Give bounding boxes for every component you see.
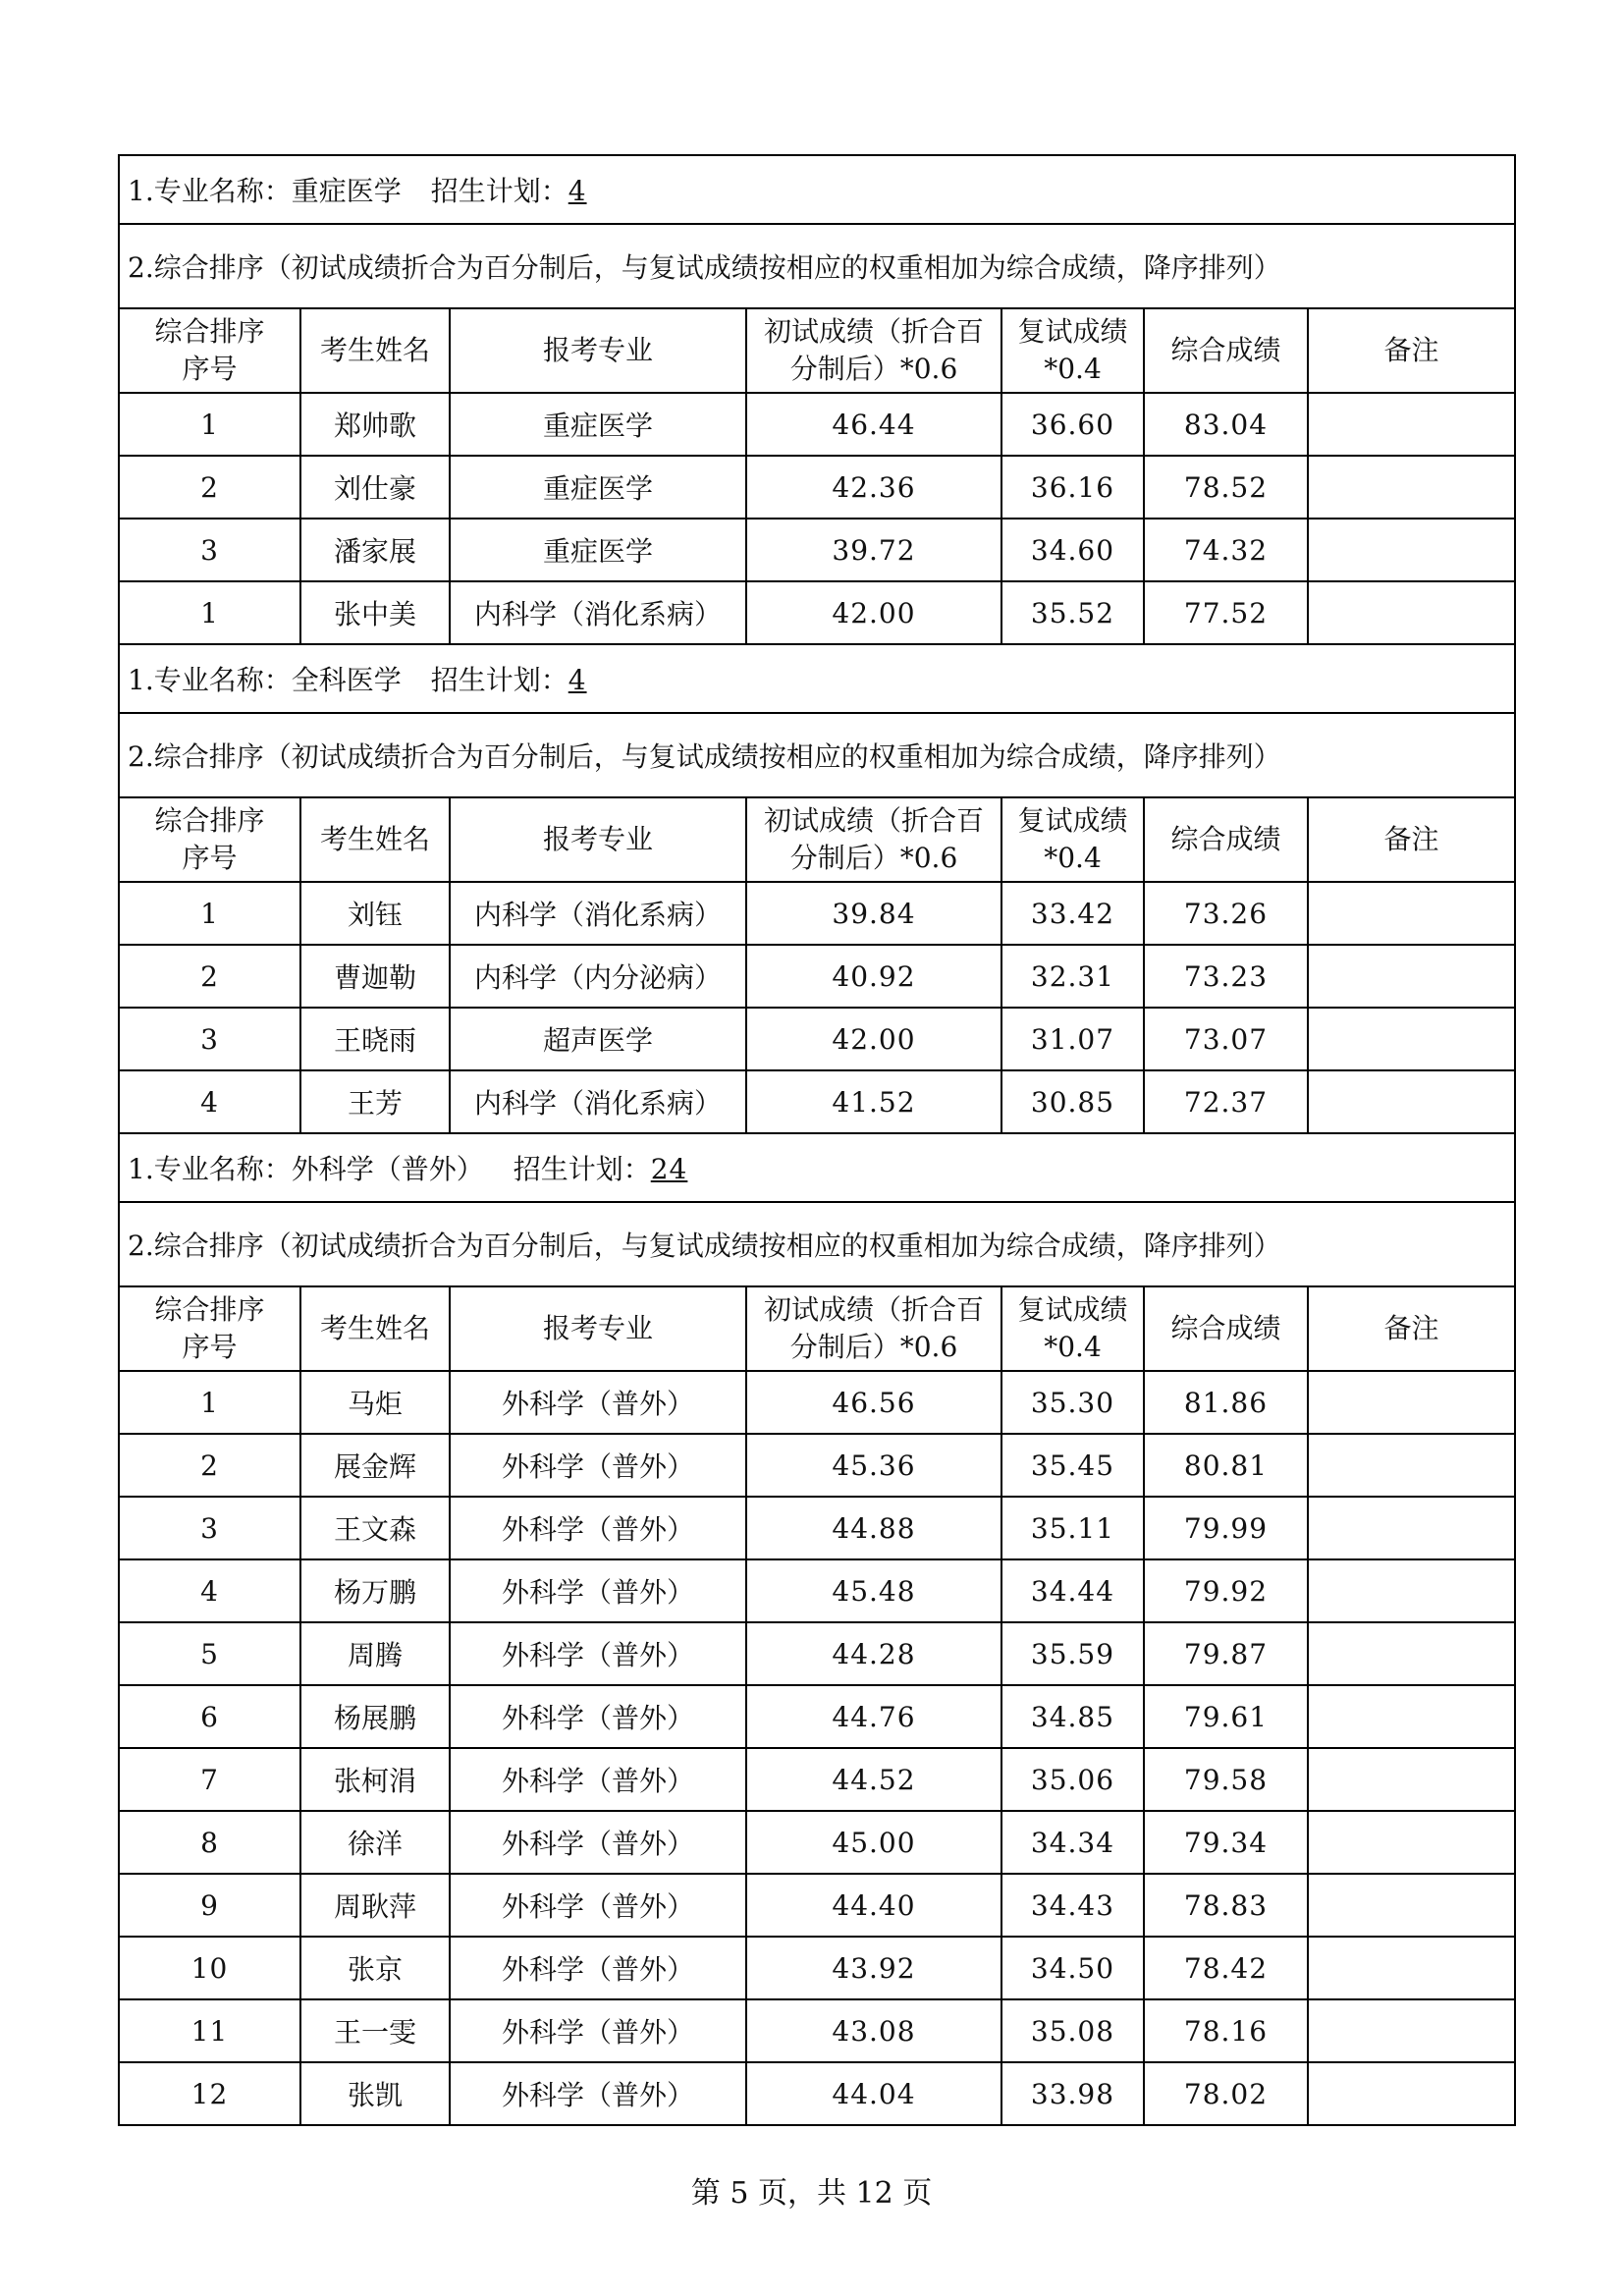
initial-score-cell: 42.00 xyxy=(746,581,1001,644)
remark-cell xyxy=(1308,1937,1515,1999)
rank-cell: 3 xyxy=(119,519,300,581)
remark-cell xyxy=(1308,1874,1515,1937)
name-cell: 曹迦勒 xyxy=(300,945,450,1008)
table-row xyxy=(119,1622,1515,1685)
major-cell: 外科学（普外） xyxy=(450,1434,746,1497)
rank-cell: 11 xyxy=(119,1999,300,2062)
header-text: 综合成绩 xyxy=(1170,334,1281,366)
initial-score-cell: 39.72 xyxy=(746,519,1001,581)
remark-cell xyxy=(1308,1008,1515,1070)
name-cell: 周耿萍 xyxy=(300,1874,450,1937)
rank-cell: 8 xyxy=(119,1811,300,1874)
plan-value: 4 xyxy=(568,175,587,207)
rank-cell: 3 xyxy=(119,1497,300,1559)
initial-score-cell: 45.00 xyxy=(746,1811,1001,1874)
header-text: 序号 xyxy=(182,1331,238,1363)
plan-label: 招生计划： xyxy=(513,1153,651,1185)
header-text: 分制后）*0.6 xyxy=(789,842,958,874)
header-text: 初试成绩（折合百 xyxy=(763,1293,984,1326)
header-text: 综合排序 xyxy=(154,1293,265,1326)
initial-score-cell: 45.36 xyxy=(746,1434,1001,1497)
total-score-cell: 74.32 xyxy=(1144,519,1308,581)
retest-score-cell: 33.98 xyxy=(1001,2062,1144,2125)
name-cell: 杨万鹏 xyxy=(300,1559,450,1622)
header-text: *0.4 xyxy=(1044,842,1102,874)
major-cell: 外科学（普外） xyxy=(450,1685,746,1748)
major-cell: 外科学（普外） xyxy=(450,1999,746,2062)
retest-score-cell: 33.42 xyxy=(1001,882,1144,945)
header-text: 备注 xyxy=(1383,334,1439,366)
header-text: 考生姓名 xyxy=(319,334,430,366)
table-row xyxy=(119,945,1515,1008)
retest-score-cell: 36.16 xyxy=(1001,456,1144,519)
rank-cell: 1 xyxy=(119,882,300,945)
retest-score-cell: 31.07 xyxy=(1001,1008,1144,1070)
header-remark-cell xyxy=(1308,1286,1515,1371)
admission-ranking-table xyxy=(118,154,1516,2126)
rank-cell: 3 xyxy=(119,1008,300,1070)
table-row xyxy=(119,1811,1515,1874)
total-score-cell: 79.92 xyxy=(1144,1559,1308,1622)
remark-cell xyxy=(1308,1811,1515,1874)
remark-cell xyxy=(1308,2062,1515,2125)
major-cell: 内科学（消化系病） xyxy=(450,1070,746,1133)
major-cell: 外科学（普外） xyxy=(450,1748,746,1811)
remark-cell xyxy=(1308,1434,1515,1497)
rank-cell: 7 xyxy=(119,1748,300,1811)
retest-score-cell: 35.08 xyxy=(1001,1999,1144,2062)
header-rank-cell xyxy=(119,1286,300,1371)
remark-cell xyxy=(1308,1497,1515,1559)
total-score-cell: 79.34 xyxy=(1144,1811,1308,1874)
header-text: *0.4 xyxy=(1044,1331,1102,1363)
total-score-cell: 80.81 xyxy=(1144,1434,1308,1497)
table-row xyxy=(119,882,1515,945)
remark-cell xyxy=(1308,1070,1515,1133)
total-score-cell: 73.07 xyxy=(1144,1008,1308,1070)
header-total-score-cell xyxy=(1144,1286,1308,1371)
major-cell: 外科学（普外） xyxy=(450,1811,746,1874)
name-cell: 张柯涓 xyxy=(300,1748,450,1811)
retest-score-cell: 32.31 xyxy=(1001,945,1144,1008)
remark-cell xyxy=(1308,882,1515,945)
section-ranking-row xyxy=(119,713,1515,797)
remark-cell xyxy=(1308,1559,1515,1622)
header-text: 初试成绩（折合百 xyxy=(763,804,984,837)
header-text: 分制后）*0.6 xyxy=(789,353,958,385)
total-score-cell: 79.99 xyxy=(1144,1497,1308,1559)
total-score-cell: 79.58 xyxy=(1144,1748,1308,1811)
major-cell: 重症医学 xyxy=(450,456,746,519)
major-cell: 外科学（普外） xyxy=(450,1559,746,1622)
name-cell: 张京 xyxy=(300,1937,450,1999)
table-row xyxy=(119,1559,1515,1622)
header-remark-cell xyxy=(1308,308,1515,393)
plan-label: 招生计划： xyxy=(430,664,568,696)
initial-score-cell: 41.52 xyxy=(746,1070,1001,1133)
initial-score-cell: 44.52 xyxy=(746,1748,1001,1811)
header-major-cell xyxy=(450,308,746,393)
retest-score-cell: 34.85 xyxy=(1001,1685,1144,1748)
table-row xyxy=(119,1748,1515,1811)
table-header-row xyxy=(119,1286,1515,1371)
retest-score-cell: 30.85 xyxy=(1001,1070,1144,1133)
major-name: 1.专业名称：外科学（普外） xyxy=(128,1153,484,1185)
name-cell: 王文森 xyxy=(300,1497,450,1559)
remark-cell xyxy=(1308,393,1515,456)
table-row xyxy=(119,519,1515,581)
retest-score-cell: 35.59 xyxy=(1001,1622,1144,1685)
header-text: 综合成绩 xyxy=(1170,1312,1281,1344)
remark-cell xyxy=(1308,1748,1515,1811)
initial-score-cell: 44.28 xyxy=(746,1622,1001,1685)
total-score-cell: 79.61 xyxy=(1144,1685,1308,1748)
rank-cell: 1 xyxy=(119,581,300,644)
major-cell: 重症医学 xyxy=(450,393,746,456)
rank-cell: 2 xyxy=(119,1434,300,1497)
rank-cell: 12 xyxy=(119,2062,300,2125)
ranking-note: 2.综合排序（初试成绩折合为百分制后，与复试成绩按相应的权重相加为综合成绩，降序排列） xyxy=(119,1202,1515,1286)
name-cell: 潘家展 xyxy=(300,519,450,581)
header-text: 综合成绩 xyxy=(1170,823,1281,855)
initial-score-cell: 46.56 xyxy=(746,1371,1001,1434)
plan-value: 4 xyxy=(568,664,587,696)
retest-score-cell: 35.30 xyxy=(1001,1371,1144,1434)
page-footer: 第 5 页，共 12 页 xyxy=(690,2176,933,2211)
plan-value: 24 xyxy=(650,1153,688,1185)
table-row xyxy=(119,393,1515,456)
initial-score-cell: 40.92 xyxy=(746,945,1001,1008)
table-row xyxy=(119,1070,1515,1133)
rank-cell: 4 xyxy=(119,1070,300,1133)
header-retest-score-cell xyxy=(1001,308,1144,393)
initial-score-cell: 44.04 xyxy=(746,2062,1001,2125)
section-major-row xyxy=(119,644,1515,713)
header-text: 初试成绩（折合百 xyxy=(763,315,984,348)
initial-score-cell: 44.40 xyxy=(746,1874,1001,1937)
table-row xyxy=(119,2062,1515,2125)
total-score-cell: 81.86 xyxy=(1144,1371,1308,1434)
name-cell: 王芳 xyxy=(300,1070,450,1133)
name-cell: 王晓雨 xyxy=(300,1008,450,1070)
rank-cell: 1 xyxy=(119,393,300,456)
name-cell: 展金辉 xyxy=(300,1434,450,1497)
section-ranking-row xyxy=(119,1202,1515,1286)
name-cell: 张中美 xyxy=(300,581,450,644)
header-total-score-cell xyxy=(1144,308,1308,393)
total-score-cell: 78.16 xyxy=(1144,1999,1308,2062)
header-rank-cell xyxy=(119,797,300,882)
major-cell: 外科学（普外） xyxy=(450,1874,746,1937)
major-cell: 外科学（普外） xyxy=(450,1497,746,1559)
major-cell: 外科学（普外） xyxy=(450,1371,746,1434)
retest-score-cell: 35.45 xyxy=(1001,1434,1144,1497)
initial-score-cell: 46.44 xyxy=(746,393,1001,456)
header-name-cell xyxy=(300,797,450,882)
total-score-cell: 78.83 xyxy=(1144,1874,1308,1937)
header-text: 综合排序 xyxy=(154,315,265,348)
header-rank-cell xyxy=(119,308,300,393)
table-header-row xyxy=(119,797,1515,882)
header-text: *0.4 xyxy=(1044,353,1102,385)
header-major-cell xyxy=(450,1286,746,1371)
initial-score-cell: 44.76 xyxy=(746,1685,1001,1748)
header-text: 报考专业 xyxy=(542,1312,653,1344)
total-score-cell: 83.04 xyxy=(1144,393,1308,456)
rank-cell: 1 xyxy=(119,1371,300,1434)
header-name-cell xyxy=(300,308,450,393)
major-cell: 内科学（消化系病） xyxy=(450,581,746,644)
remark-cell xyxy=(1308,519,1515,581)
major-cell: 外科学（普外） xyxy=(450,1622,746,1685)
retest-score-cell: 34.44 xyxy=(1001,1559,1144,1622)
retest-score-cell: 34.34 xyxy=(1001,1811,1144,1874)
rank-cell: 2 xyxy=(119,456,300,519)
table-row xyxy=(119,581,1515,644)
table-row xyxy=(119,1685,1515,1748)
initial-score-cell: 39.84 xyxy=(746,882,1001,945)
retest-score-cell: 35.52 xyxy=(1001,581,1144,644)
section-major-cell xyxy=(119,644,1515,713)
initial-score-cell: 42.36 xyxy=(746,456,1001,519)
header-text: 分制后）*0.6 xyxy=(789,1331,958,1363)
name-cell: 郑帅歌 xyxy=(300,393,450,456)
header-text: 考生姓名 xyxy=(319,1312,430,1344)
header-retest-score-cell xyxy=(1001,1286,1144,1371)
remark-cell xyxy=(1308,945,1515,1008)
table-row xyxy=(119,456,1515,519)
rank-cell: 6 xyxy=(119,1685,300,1748)
remark-cell xyxy=(1308,581,1515,644)
name-cell: 刘钰 xyxy=(300,882,450,945)
retest-score-cell: 34.50 xyxy=(1001,1937,1144,1999)
total-score-cell: 79.87 xyxy=(1144,1622,1308,1685)
major-cell: 超声医学 xyxy=(450,1008,746,1070)
retest-score-cell: 35.06 xyxy=(1001,1748,1144,1811)
table-row xyxy=(119,1434,1515,1497)
rank-cell: 2 xyxy=(119,945,300,1008)
header-text: 复试成绩 xyxy=(1017,315,1128,348)
remark-cell xyxy=(1308,1999,1515,2062)
name-cell: 周腾 xyxy=(300,1622,450,1685)
table-row xyxy=(119,1937,1515,1999)
section-major-row xyxy=(119,155,1515,224)
initial-score-cell: 45.48 xyxy=(746,1559,1001,1622)
header-text: 序号 xyxy=(182,353,238,385)
name-cell: 张凯 xyxy=(300,2062,450,2125)
total-score-cell: 78.52 xyxy=(1144,456,1308,519)
header-text: 复试成绩 xyxy=(1017,804,1128,837)
section-major-row xyxy=(119,1133,1515,1202)
ranking-note: 2.综合排序（初试成绩折合为百分制后，与复试成绩按相应的权重相加为综合成绩，降序排列） xyxy=(119,224,1515,308)
section-major-cell xyxy=(119,1133,1515,1202)
header-name-cell xyxy=(300,1286,450,1371)
major-cell: 内科学（内分泌病） xyxy=(450,945,746,1008)
header-text: 备注 xyxy=(1383,823,1439,855)
retest-score-cell: 35.11 xyxy=(1001,1497,1144,1559)
header-total-score-cell xyxy=(1144,797,1308,882)
retest-score-cell: 36.60 xyxy=(1001,393,1144,456)
table-row xyxy=(119,1874,1515,1937)
header-initial-score-cell xyxy=(746,797,1001,882)
major-name: 1.专业名称：重症医学 xyxy=(128,175,402,207)
plan-label: 招生计划： xyxy=(430,175,568,207)
header-text: 序号 xyxy=(182,842,238,874)
header-remark-cell xyxy=(1308,797,1515,882)
initial-score-cell: 43.92 xyxy=(746,1937,1001,1999)
rank-cell: 5 xyxy=(119,1622,300,1685)
header-retest-score-cell xyxy=(1001,797,1144,882)
section-major-cell xyxy=(119,155,1515,224)
total-score-cell: 78.02 xyxy=(1144,2062,1308,2125)
header-text: 考生姓名 xyxy=(319,823,430,855)
total-score-cell: 77.52 xyxy=(1144,581,1308,644)
name-cell: 王一雯 xyxy=(300,1999,450,2062)
retest-score-cell: 34.43 xyxy=(1001,1874,1144,1937)
major-cell: 重症医学 xyxy=(450,519,746,581)
initial-score-cell: 42.00 xyxy=(746,1008,1001,1070)
rank-cell: 9 xyxy=(119,1874,300,1937)
header-major-cell xyxy=(450,797,746,882)
table-row xyxy=(119,1371,1515,1434)
major-cell: 外科学（普外） xyxy=(450,1937,746,1999)
total-score-cell: 73.23 xyxy=(1144,945,1308,1008)
initial-score-cell: 43.08 xyxy=(746,1999,1001,2062)
header-text: 复试成绩 xyxy=(1017,1293,1128,1326)
major-cell: 内科学（消化系病） xyxy=(450,882,746,945)
major-name: 1.专业名称：全科医学 xyxy=(128,664,402,696)
name-cell: 刘仕豪 xyxy=(300,456,450,519)
total-score-cell: 73.26 xyxy=(1144,882,1308,945)
name-cell: 杨展鹏 xyxy=(300,1685,450,1748)
remark-cell xyxy=(1308,1685,1515,1748)
remark-cell xyxy=(1308,456,1515,519)
table-row xyxy=(119,1008,1515,1070)
section-ranking-row xyxy=(119,224,1515,308)
header-text: 备注 xyxy=(1383,1312,1439,1344)
total-score-cell: 72.37 xyxy=(1144,1070,1308,1133)
name-cell: 徐洋 xyxy=(300,1811,450,1874)
ranking-note: 2.综合排序（初试成绩折合为百分制后，与复试成绩按相应的权重相加为综合成绩，降序排列） xyxy=(119,713,1515,797)
header-text: 综合排序 xyxy=(154,804,265,837)
header-text: 报考专业 xyxy=(542,334,653,366)
remark-cell xyxy=(1308,1371,1515,1434)
table-row xyxy=(119,1999,1515,2062)
major-cell: 外科学（普外） xyxy=(450,2062,746,2125)
table-row xyxy=(119,1497,1515,1559)
total-score-cell: 78.42 xyxy=(1144,1937,1308,1999)
initial-score-cell: 44.88 xyxy=(746,1497,1001,1559)
rank-cell: 4 xyxy=(119,1559,300,1622)
header-initial-score-cell xyxy=(746,308,1001,393)
remark-cell xyxy=(1308,1622,1515,1685)
table-header-row xyxy=(119,308,1515,393)
header-text: 报考专业 xyxy=(542,823,653,855)
retest-score-cell: 34.60 xyxy=(1001,519,1144,581)
name-cell: 马炬 xyxy=(300,1371,450,1434)
header-initial-score-cell xyxy=(746,1286,1001,1371)
rank-cell: 10 xyxy=(119,1937,300,1999)
